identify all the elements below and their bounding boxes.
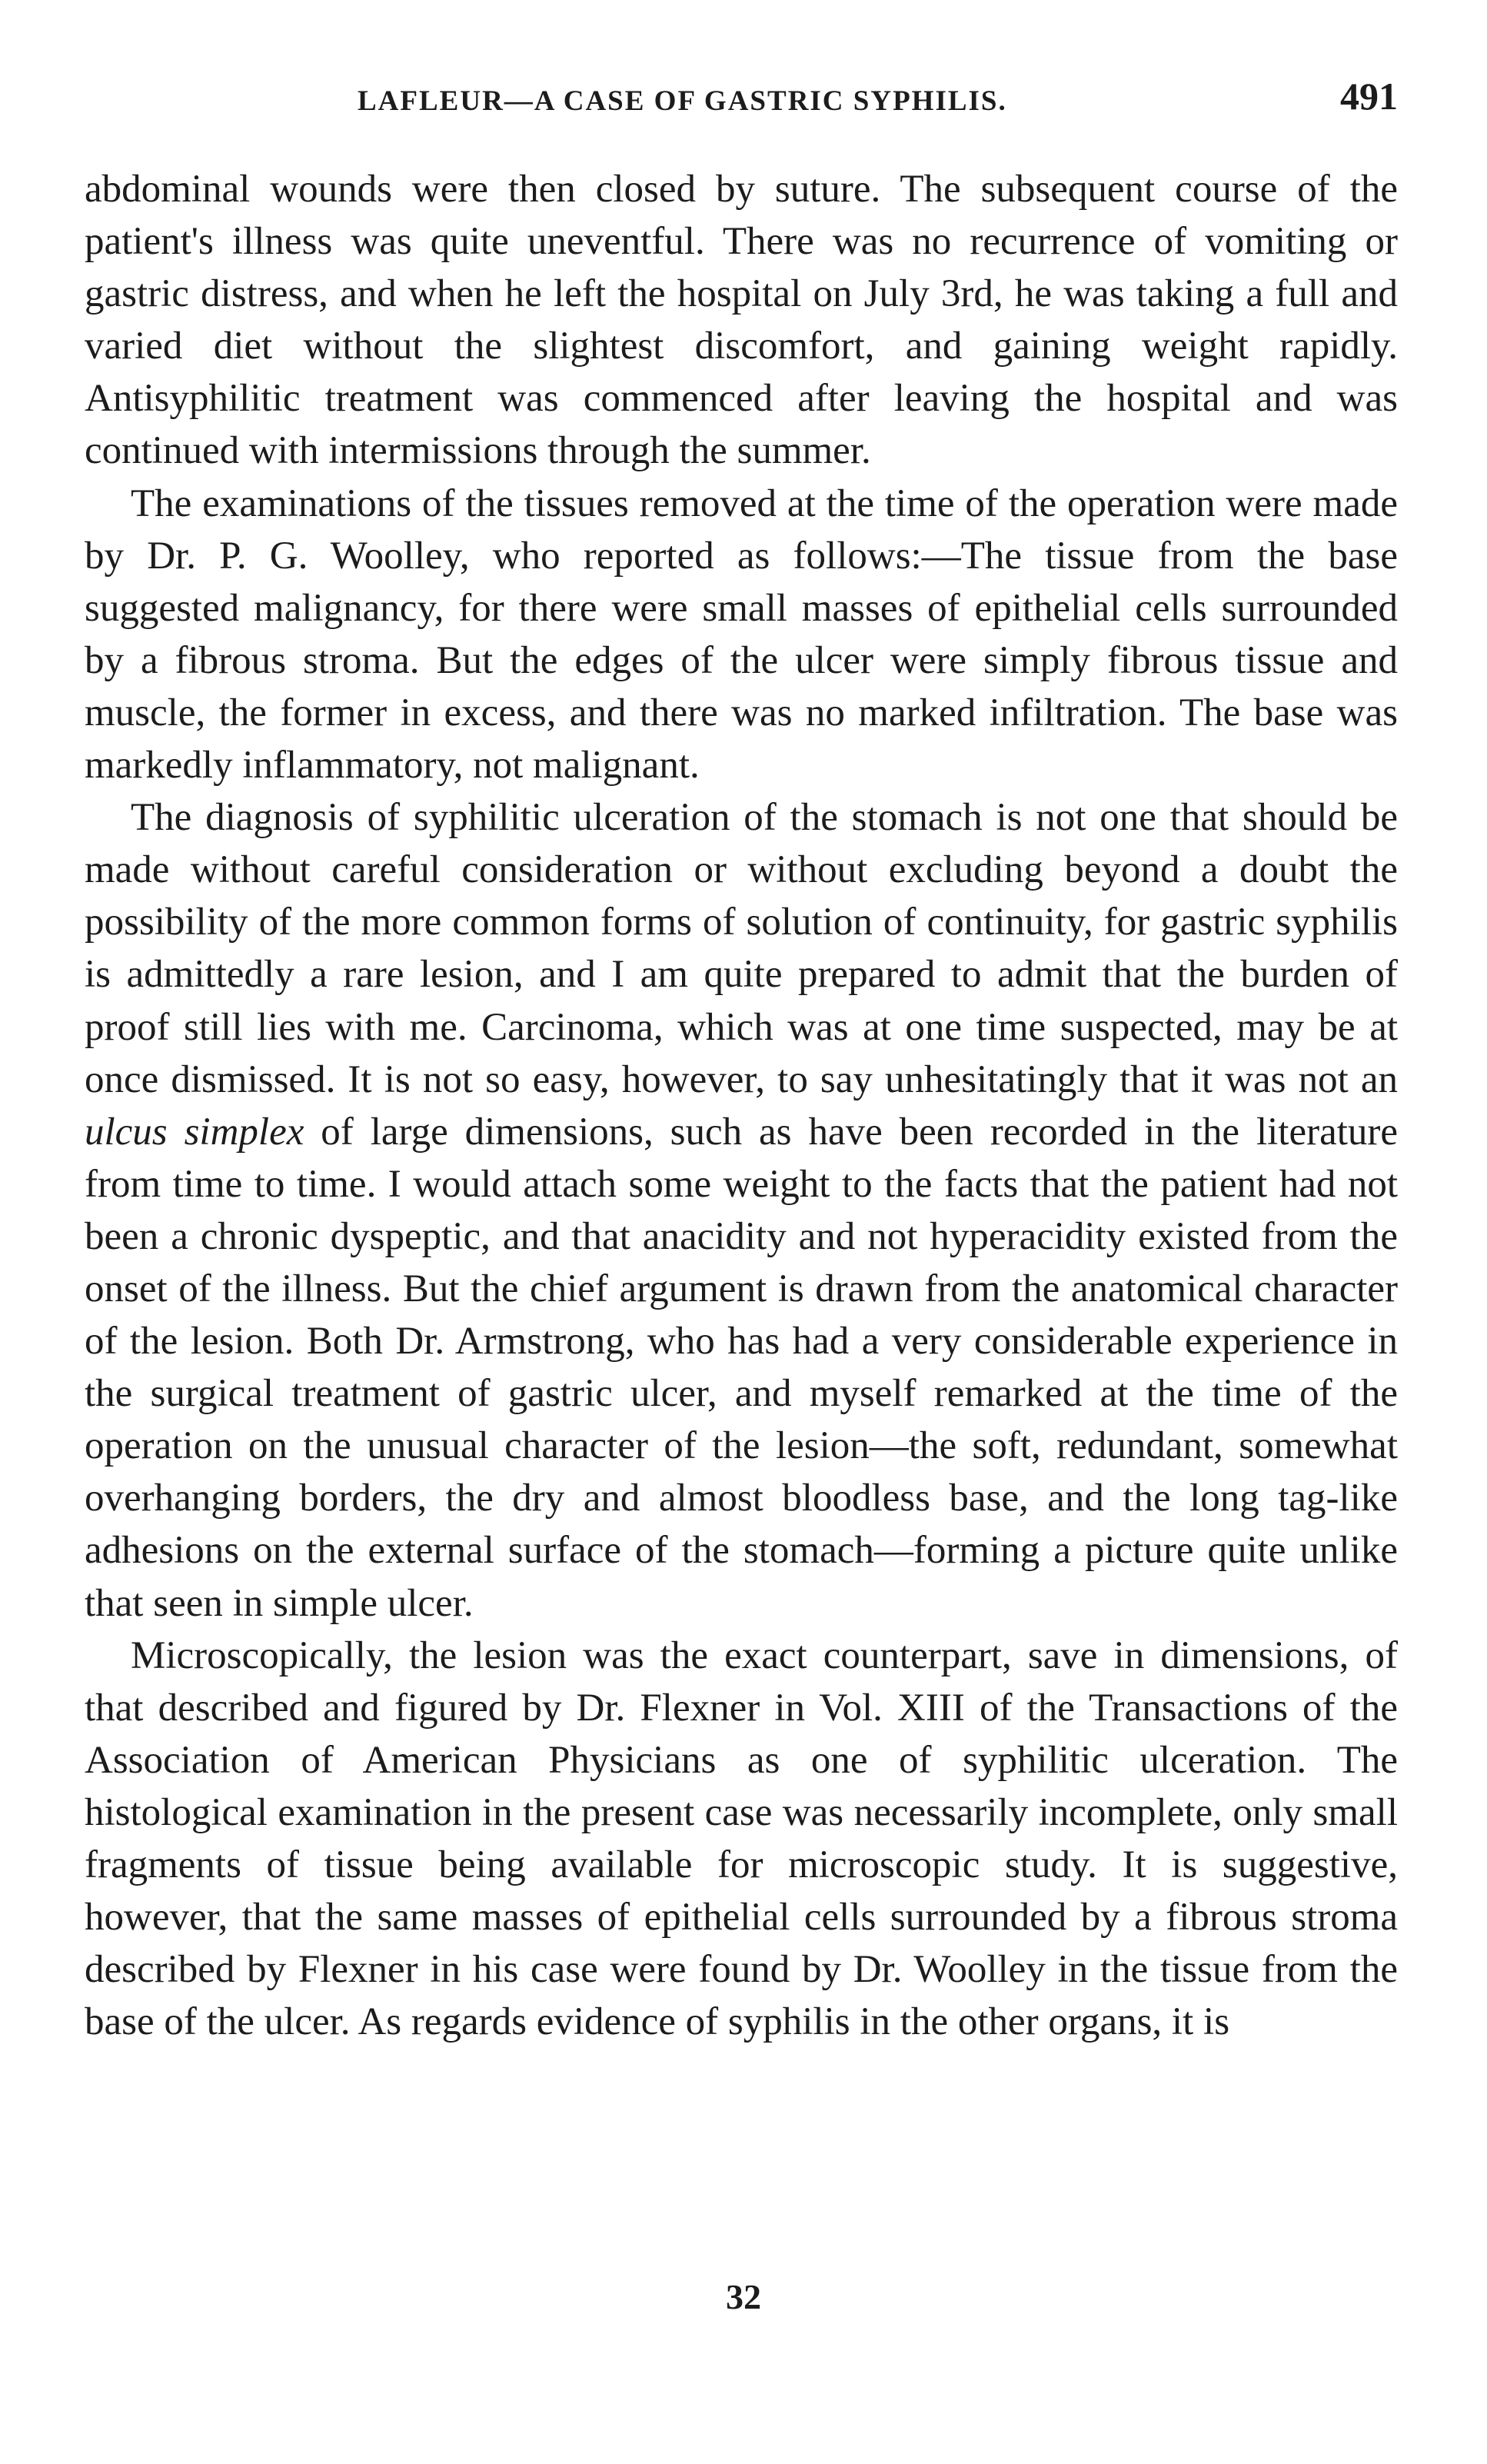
paragraph-1: abdominal wounds were then closed by suture. The subsequent course of the patient's illness was quite uneventful. There was no recurrence of vomiting or gastric distress, and when he left the hospital on July 3rd, he was taking a full and varied diet without the slightest discomfort, and gaining weight rapidly. Antisyphilitic treatment was commenced after leaving the hospital and was continued with intermissions through the summer. (85, 168, 1398, 473)
paragraph-3-text-before: The diagnosis of syphilitic ulceration of the stomach is not one that should be made without careful consideration or without excluding beyond a doubt the possibility of the more common forms of solution of continuity, for gastric syphilis is admittedly a rare lesion, and I am quite prepared to admit that the burden of proof still lies with me. Carcinoma, which was at one time suspected, may be at once dismissed. It is not so easy, however, to say unhesitatingly that it was not an (85, 796, 1398, 1101)
running-head: LAFLEUR—A CASE OF GASTRIC SYPHILIS. (358, 85, 1007, 117)
signature-mark: 32 (726, 2277, 761, 2316)
body-text (85, 163, 1398, 2048)
page-number: 491 (1340, 75, 1398, 118)
paragraph-3-text-after: of large dimensions, such as have been recorded in the literature from time to time. I would attach some weight to the facts that the patient had not been a chronic dyspeptic, and that anacidity and not hyperacidity existed from the onset of the illness. But the chief argument is drawn from the anatomical character of the lesion. Both Dr. Armstrong, who has had a very considerable experience in the surgical treatment of gastric ulcer, and myself remarked at the time of the operation on the unusual character of the lesion—the soft, redundant, somewhat overhanging borders, the dry and almost bloodless base, and the long tag-like adhesions on the external surface of the stomach—forming a picture quite unlike that seen in simple ulcer. (85, 1110, 1398, 1625)
paragraph-2: The examinations of the tissues removed at the time of the operation were made by Dr. P. G. Woolley, who reported as follows:—The tissue from the base suggested malignancy, for there were small masses of epithelial cells surrounded by a fibrous stroma. But the edges of the ulcer were simply fibrous tissue and muscle, the former in excess, and there was no marked infiltration. The base was markedly inflammatory, not malignant. (85, 481, 1398, 787)
paragraph-4: Microscopically, the lesion was the exact counterpart, save in dimensions, of that described and figured by Dr. Flexner in Vol. XIII of the Transactions of the Association of American Physicians as one of syphilitic ulceration. The histological examination in the present case was necessarily incomplete, only small fragments of tissue being available for microscopic study. It is suggestive, however, that the same masses of epithelial cells surrounded by a fibrous stroma described by Flexner in his case were found by Dr. Woolley in the tissue from the base of the ulcer. As regards evidence of syphilis in the other organs, it is (85, 1633, 1398, 2044)
paragraph-3 (85, 791, 1398, 1630)
paragraph-3-italic-term: ulcus simplex (85, 1110, 304, 1154)
page-header (85, 74, 1398, 135)
